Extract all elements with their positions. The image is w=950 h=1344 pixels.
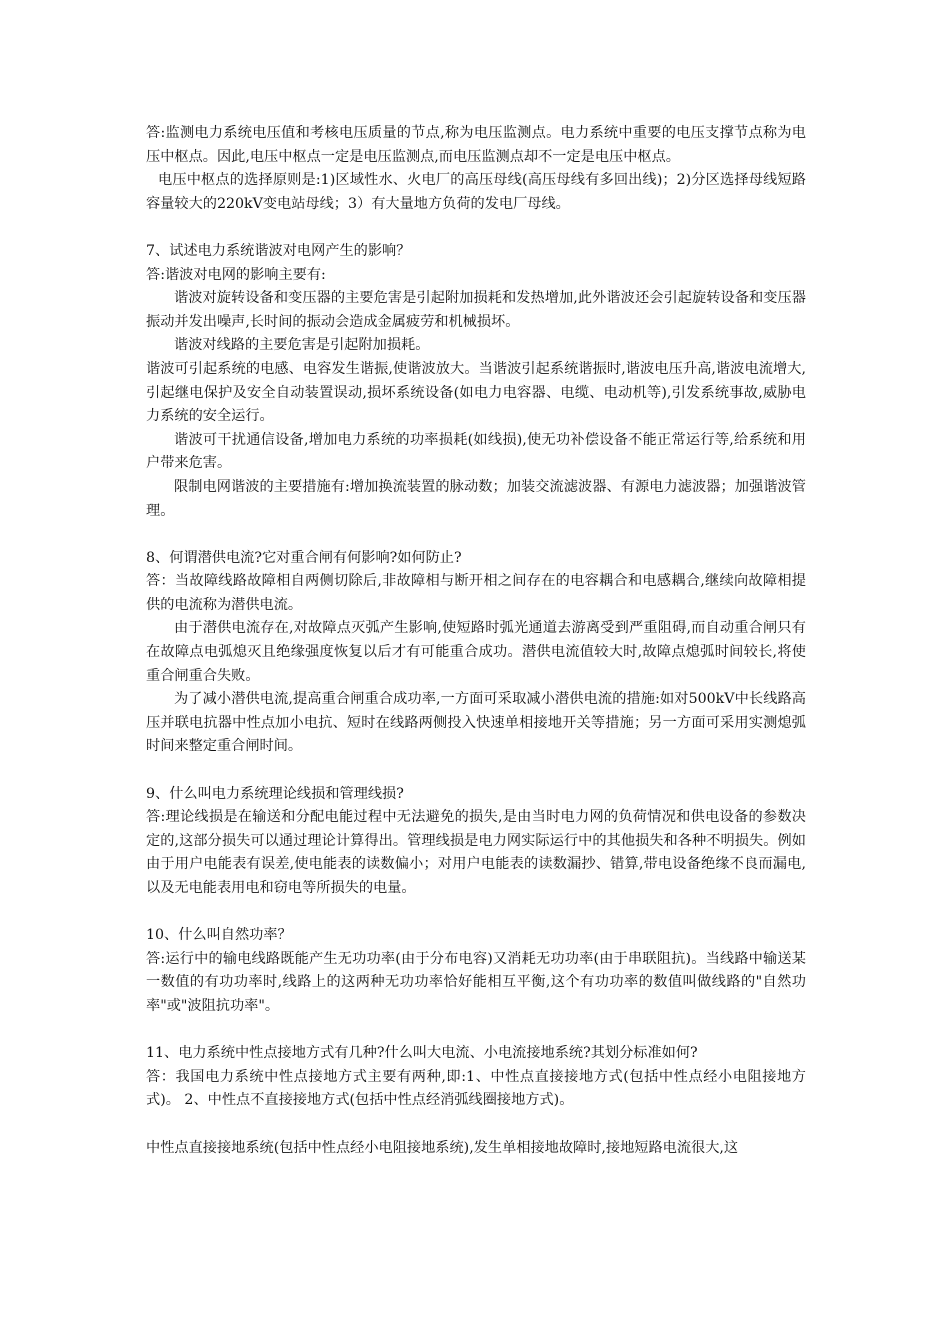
spacer: [146, 759, 806, 783]
q7-heading: 7、试述电力系统谐波对电网产生的影响？: [146, 242, 411, 259]
q10-answer-p1: 答:运行中的输电线路既能产生无功功率(由于分布电容)又消耗无功功率(由于串联阻抗)。当线路中输送某一数值的有功功率时,线路上的这两种无功功率恰好能相互平衡,这个有功功率的数值叫做线路的"自然功率"或"波阻抗功率"。: [146, 950, 806, 1014]
spacer: [146, 523, 806, 547]
q7-answer-p4: 谐波可干扰通信设备,增加电力系统的功率损耗(如线损),使无功补偿设备不能正常运行等,给系统和用户带来危害。: [146, 431, 806, 472]
s6-answer-p1: 答:监测电力系统电压值和考核电压质量的节点,称为电压监测点。电力系统中重要的电压支撑节点称为电压中枢点。因此,电压中枢点一定是电压监测点,而电压监测点却不一定是电压中枢点。: [146, 125, 806, 165]
spacer: [146, 901, 806, 925]
q9-answer-p1: 答:理论线损是在输送和分配电能过程中无法避免的损失,是由当时电力网的负荷情况和供电设备的参数决定的,这部分损失可以通过理论计算得出。管理线损是电力网实际运行中的其他损失和各种不明损失。例如由于用户电能表有误差,使电能表的读数偏小；对用户电能表的读数漏抄、错算,带电设备绝缘不良而漏电,以及无电能表用电和窃电等所损失的电量。: [146, 809, 806, 896]
q7-answer-p5: 限制电网谐波的主要措施有:增加换流装置的脉动数；加装交流滤波器、有源电力滤波器；加强谐波管理。: [146, 478, 806, 519]
q8-answer-p3: 为了减小潜供电流,提高重合闸重合成功率,一方面可采取减小潜供电流的措施:如对500kV中长线路高压并联电抗器中性点加小电抗、短时在线路两侧投入快速单相接地开关等措施；另一方面可采用实测熄弧时间来整定重合闸时间。: [146, 691, 806, 755]
q7-answer-intro: 答:谐波对电网的影响主要有:: [146, 266, 326, 283]
s6-answer-p2: 电压中枢点的选择原则是:1)区域性水、火电厂的高压母线(高压母线有多回出线)；2)分区选择母线短路容量较大的220kV变电站母线；3）有大量地方负荷的发电厂母线。: [146, 172, 806, 212]
q8-heading: 8、何谓潜供电流?它对重合闸有何影响?如何防止?: [146, 549, 462, 566]
document-body: [146, 122, 806, 1160]
spacer: [146, 1113, 806, 1137]
q8-answer-p1: 答：当故障线路故障相自两侧切除后,非故障相与断开相之间存在的电容耦合和电感耦合,继续向故障相提供的电流称为潜供电流。: [146, 573, 806, 613]
spacer: [146, 1019, 806, 1043]
q7-answer-p3: 谐波可引起系统的电感、电容发生谐振,使谐波放大。当谐波引起系统谐振时,谐波电压升高,谐波电流增大,引起继电保护及安全自动装置误动,损坏系统设备(如电力电容器、电缆、电动机等),引发系统事故,威胁电力系统的安全运行。: [146, 360, 806, 425]
q10-heading: 10、什么叫自然功率？: [146, 927, 292, 944]
q9-heading: 9、什么叫电力系统理论线损和管理线损?: [146, 785, 404, 802]
q11-answer-p2: 中性点直接接地系统(包括中性点经小电阻接地系统),发生单相接地故障时,接地短路电流很大,这: [146, 1139, 739, 1156]
q11-heading: 11、电力系统中性点接地方式有几种?什么叫大电流、小电流接地系统?其划分标准如何?: [146, 1045, 698, 1062]
q11-answer-p1: 答：我国电力系统中性点接地方式主要有两种,即:1、中性点直接接地方式(包括中性点经小电阻接地方式)。 2、中性点不直接接地方式(包括中性点经消弧线圈接地方式)。: [146, 1068, 806, 1109]
q7-answer-p1: 谐波对旋转设备和变压器的主要危害是引起附加损耗和发热增加,此外谐波还会引起旋转设备和变压器振动并发出噪声,长时间的振动会造成金属疲劳和机械损坏。: [146, 290, 806, 330]
q7-answer-p2: 谐波对线路的主要危害是引起附加损耗。: [174, 337, 430, 354]
q8-answer-p2: 由于潜供电流存在,对故障点灭弧产生影响,使短路时弧光通道去游离受到严重阻碍,而自动重合闸只有在故障点电弧熄灭且绝缘强度恢复以后才有可能重合成功。潜供电流值较大时,故障点熄弧时间较长,将使重合闸重合失败。: [146, 620, 806, 684]
spacer: [146, 216, 806, 240]
